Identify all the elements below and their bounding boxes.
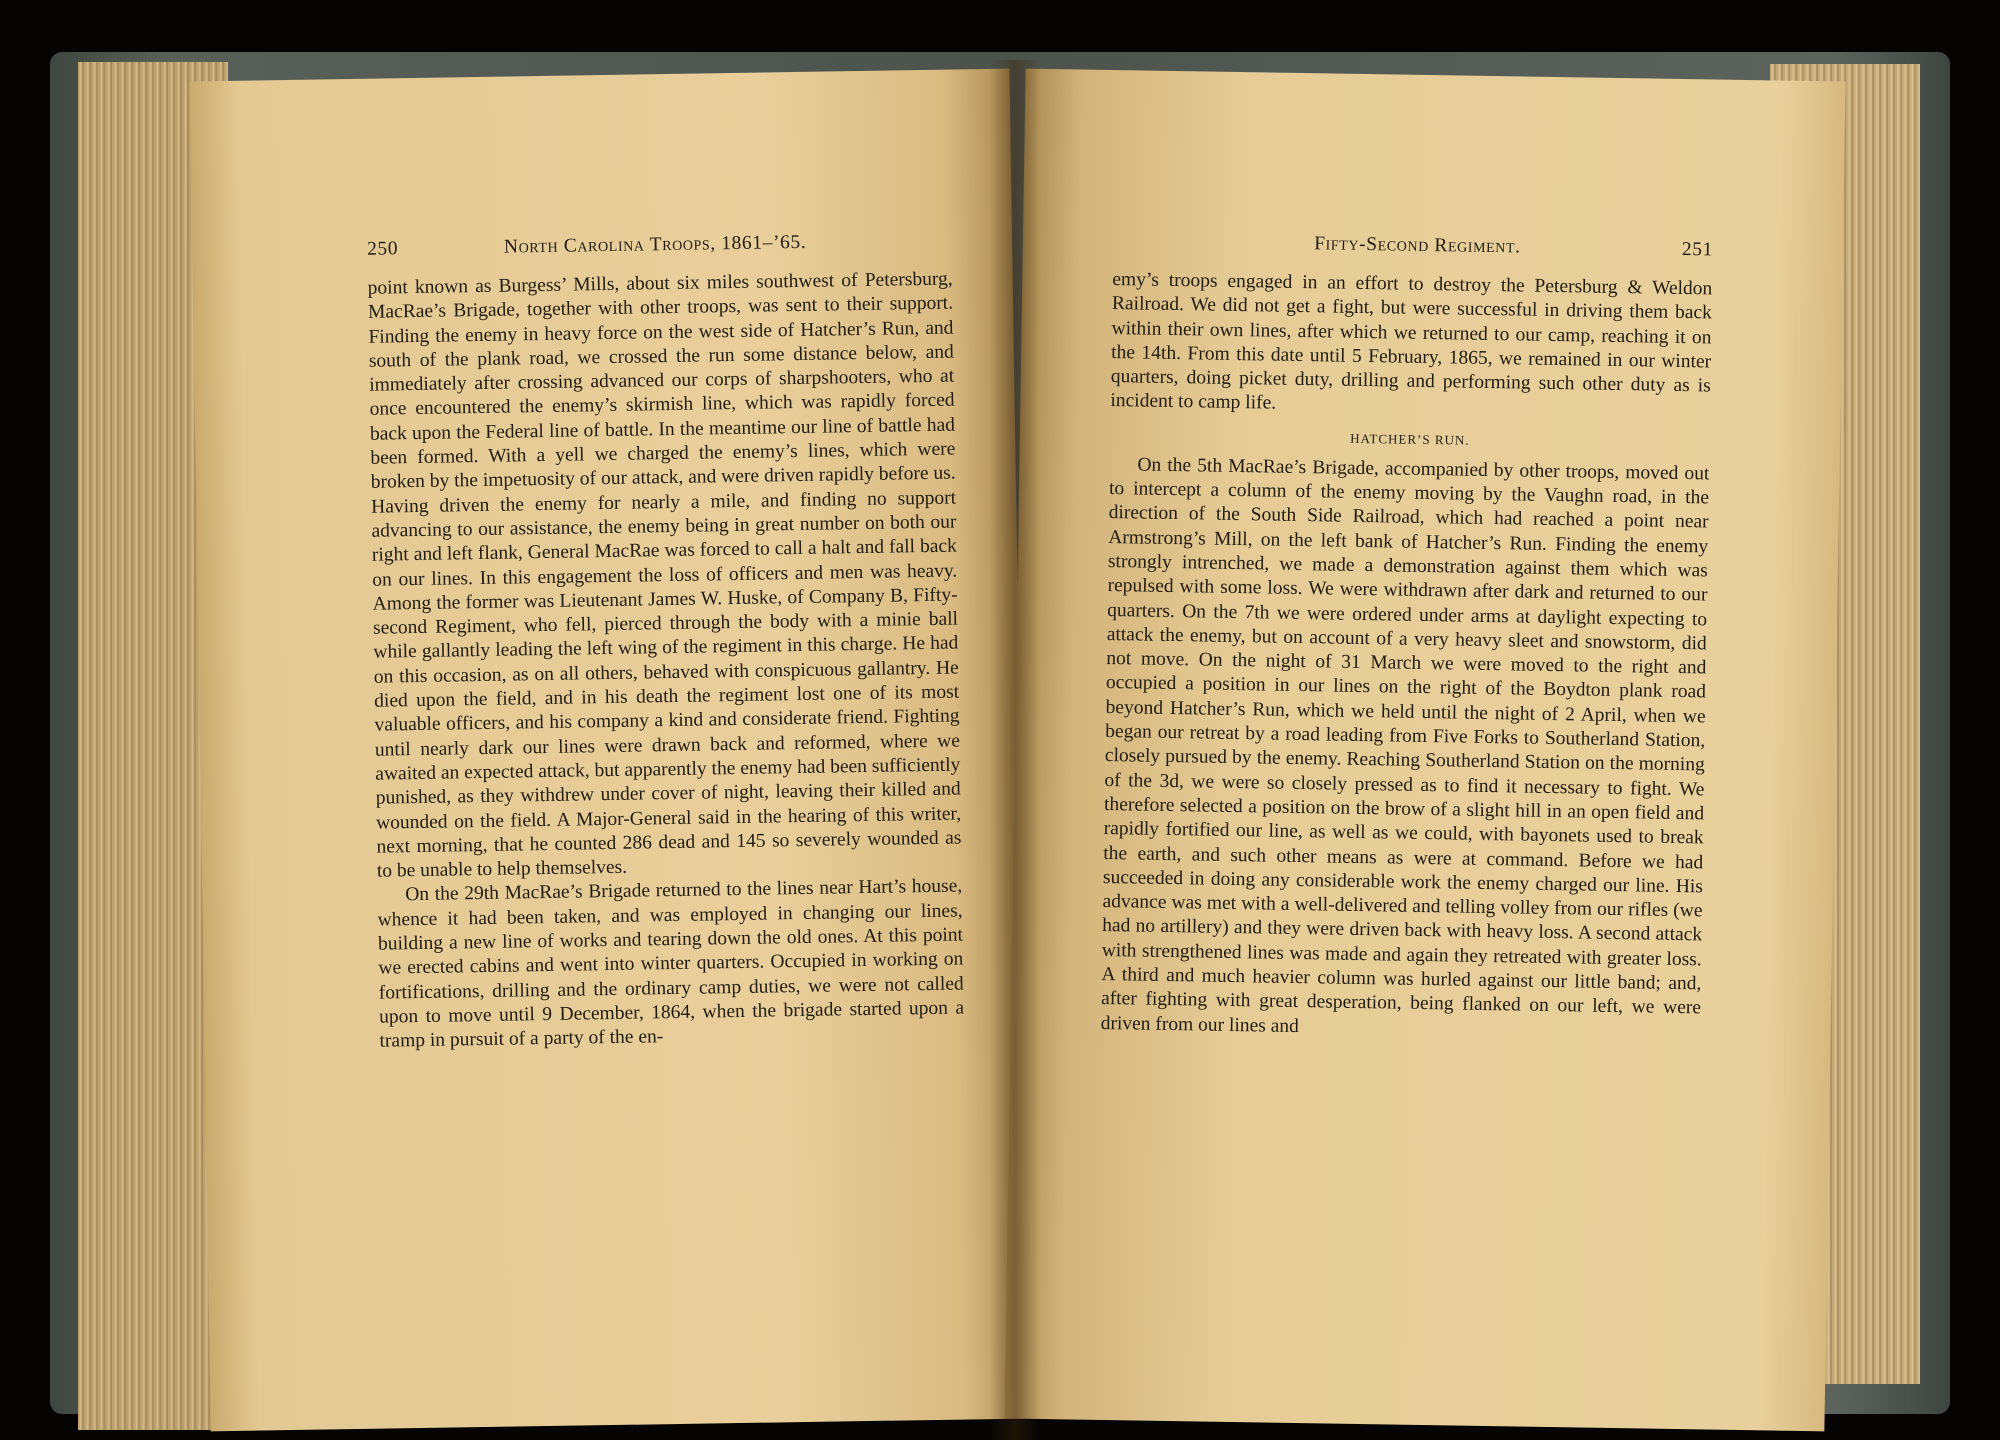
- left-page-number: 250: [366, 238, 399, 260]
- right-text-block: [1100, 268, 1712, 1045]
- section-heading: HATCHER’S RUN.: [1350, 430, 1470, 448]
- right-page-number: 251: [1681, 238, 1714, 261]
- right-running-title: Fifty-Second Regiment.: [1314, 233, 1521, 258]
- left-page: [189, 69, 1030, 1432]
- left-running-head: [367, 230, 952, 261]
- book-gutter: [990, 60, 1040, 1440]
- right-running-head: [1113, 230, 1713, 261]
- left-text-block: [368, 268, 965, 1055]
- left-running-title: North Carolina Troops, 1861–’65.: [503, 231, 807, 258]
- left-paragraph-2: On the 29th MacRae’s Brigade returned to the lines near Hart’s house, whence it had been taken, and was employed in changing our lines, building a new line of works and tearing down the old ones. At this point we erected cabins and went into winter quarters. Occupied in working on fortifications, drilling and the ordinary camp duties, we were not called upon to move until 9 December, 1864, when the brigade started upon a tramp in pursuit of a party of the en-: [377, 875, 965, 1052]
- right-head-spacer: [1113, 246, 1153, 247]
- left-head-spacer: [912, 246, 952, 247]
- left-paragraph-1: point known as Burgess’ Mills, about six miles southwest of Petersburg, MacRae’s Brigade, together with other troops, was sent to their support. Finding the enemy in heavy force on the west side of Hatcher’s Run, and south of the plank road, we crossed the run some distance below, and immediately after crossing advanced our corps of sharpshooters, who at once encountered the enemy’s skirmish line, which was rapidly forced back upon the Federal line of battle. In the meantime our line of battle had been formed. With a yell we charged the enemy’s lines, which were broken by the impetuosity of our attack, and were driven rapidly before us. Having driven the enemy for nearly a mile, and finding no support advancing to our assistance, the enemy being in great number on both our right and left flank, General MacRae was forced to call a halt and fall back on our lines. In this engagement the loss of officers and men was heavy. Among the former was Lieutenant James W. Huske, of Company B, Fifty-second Regiment, who fell, pierced through the body with a minie ball while gallantly leading the left wing of the regiment in this charge. He had on this occasion, as on all others, behaved with conspicuous gallantry. He died upon the field, and in his death the regiment lost one of its most valuable officers, and his company a kind and considerate friend. Fighting until nearly dark our lines were drawn back and reformed, where we awaited an expected attack, but apparently the enemy had been sufficiently punished, as they withdrew under cover of night, leaving their killed and wounded on the field. A Major-General said in the hearing of this writer, next morning, that he counted 286 dead and 145 so severely wounded as to be unable to help themselves.: [367, 268, 962, 882]
- right-paragraph-1: emy’s troops engaged in an effort to destroy the Petersburg & Weldon Railroad. We did not get a fight, but were successful in driving them back within their own lines, after which we returned to our camp, reaching it on the 14th. From this date until 5 February, 1865, we remained in our winter quarters, doing picket duty, drilling and performing such other duty as is incident to camp life.: [1110, 269, 1713, 415]
- right-page: [1004, 69, 1845, 1432]
- right-paragraph-2: On the 5th MacRae’s Brigade, accompanied by other troops, moved out to intercept a column of the enemy moving by the Vaughn road, in the direction of the South Side Railroad, which had reached a point near Armstrong’s Mill, on the left bank of Hatcher’s Run. Finding the enemy strongly intrenched, we made a demonstration against them which was repulsed with some loss. We were withdrawn after dark and returned to our quarters. On the 7th we were ordered under arms at daylight expecting to attack the enemy, but on account of a very heavy sleet and snowstorm, did not move. On the night of 31 March we were moved to the right and occupied a position in our lines on the right of the Boydton plank road beyond Hatcher’s Run, which we held until the night of 2 April, when we began our retreat by a road leading from Five Forks to Southerland Station, closely pursued by the enemy. Reaching Southerland Station on the morning of the 3d, we were so closely pressed as to find it necessary to fight. We therefore selected a position on the brow of a slight hill in an open field and rapidly fortified our line, as well as we could, with bayonets used to break the earth, and such other means as were at command. Before we had succeeded in doing any considerable work the enemy charged our line. His advance was met with a well-delivered and telling volley from our rifles (we had no artillery) and they were driven back with heavy loss. A second attack with strengthened lines was made and again they retreated with greater loss. A third and much heavier column was hurled against our little band; and, after fighting with great desperation, being flanked on our left, we were driven from our lines and: [1100, 454, 1710, 1037]
